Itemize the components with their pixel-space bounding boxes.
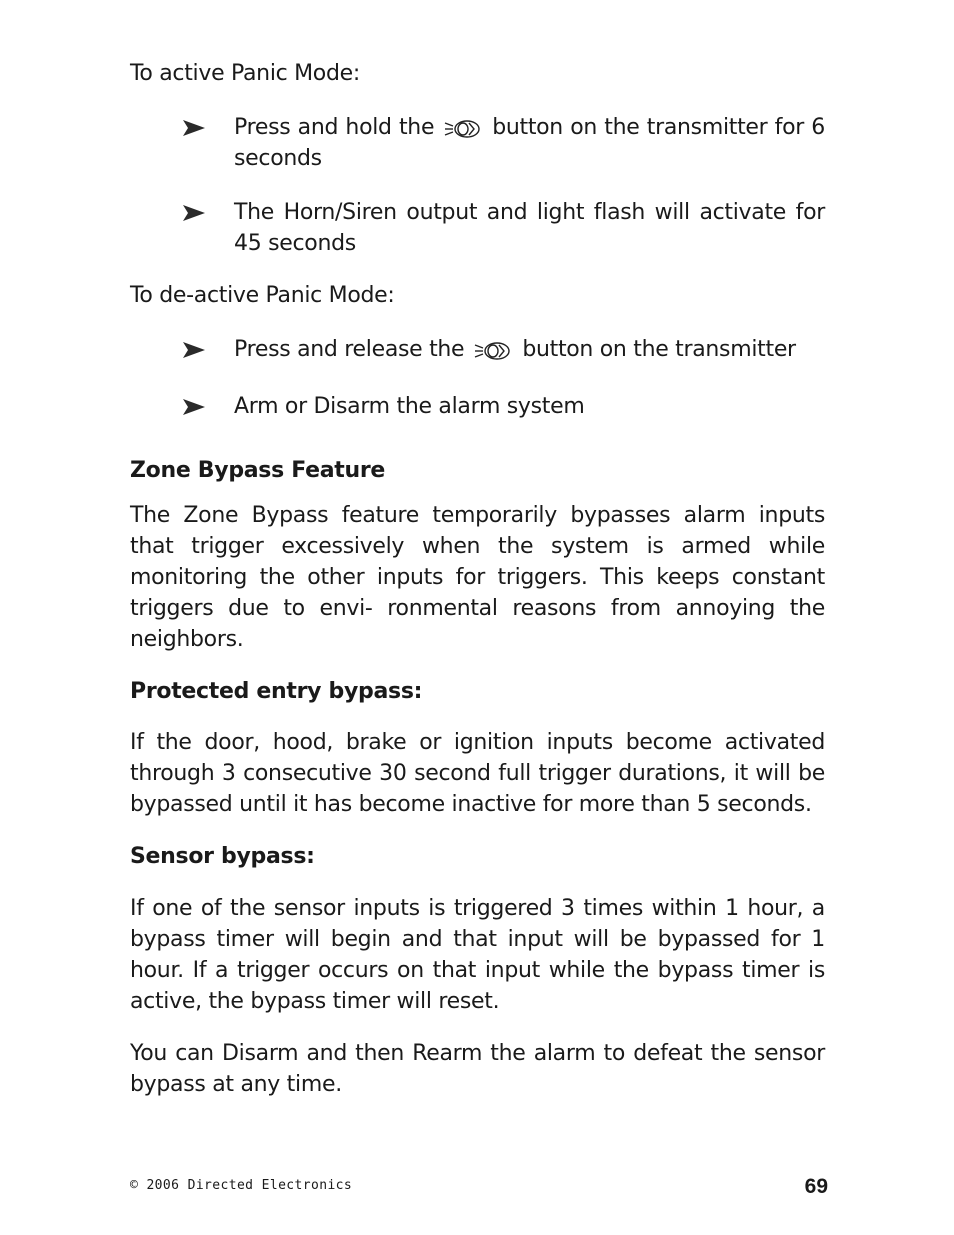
arrow-bullet-icon bbox=[182, 341, 206, 359]
panic-button-icon bbox=[444, 118, 482, 140]
bullet-text: The Horn/Siren output and light flash will activate for 45 seconds bbox=[234, 200, 825, 256]
bullet-text-b: button on the transmitter bbox=[522, 337, 796, 362]
copyright: © 2006 Directed Electronics bbox=[130, 1178, 353, 1193]
arrow-bullet-icon bbox=[182, 398, 206, 416]
panic-off-intro: To de-active Panic Mode: bbox=[130, 283, 395, 308]
bullet-text bbox=[234, 334, 825, 365]
list-item bbox=[130, 391, 825, 422]
manual-page bbox=[130, 56, 825, 1100]
protected-entry-body: If the door, hood, brake or ignition inputs become activated through 3 consecutive 30 second full trigger durations, it will be bypassed until it has become inactive for more than 5 seconds. bbox=[130, 730, 825, 817]
zone-bypass-body: The Zone Bypass feature temporarily bypasses alarm inputs that trigger excessively when the system is armed while monitoring the other inputs for triggers. This keeps constant triggers due to envi- ronmental reasons from annoying the neighbors. bbox=[130, 503, 825, 652]
sensor-bypass-body-1: If one of the sensor inputs is triggered 3 times within 1 hour, a bypass timer will begin and that input will be bypassed for 1 hour. If a trigger occurs on that input while the bypass timer is active, the bypass timer will reset. bbox=[130, 896, 825, 1014]
list-item bbox=[130, 112, 825, 174]
bullet-text: Arm or Disarm the alarm system bbox=[234, 394, 585, 419]
arrow-bullet-icon bbox=[182, 119, 206, 137]
list-item bbox=[130, 197, 825, 259]
panic-button-icon bbox=[474, 340, 512, 362]
list-item bbox=[130, 334, 825, 365]
bullet-text bbox=[234, 112, 825, 174]
bullet-text-b: button on the transmitter for 6 seconds bbox=[234, 115, 825, 171]
bullet-text-a: Press and release the bbox=[234, 337, 465, 362]
protected-entry-heading: Protected entry bypass: bbox=[130, 679, 423, 704]
panic-on-intro: To active Panic Mode: bbox=[130, 61, 360, 86]
sensor-bypass-heading: Sensor bypass: bbox=[130, 844, 315, 869]
sensor-bypass-body-2: You can Disarm and then Rearm the alarm to defeat the sensor bypass at any time. bbox=[130, 1041, 825, 1097]
bullet-text-a: Press and hold the bbox=[234, 115, 435, 140]
arrow-bullet-icon bbox=[182, 204, 206, 222]
zone-bypass-heading: Zone Bypass Feature bbox=[130, 458, 386, 483]
page-number: 69 bbox=[804, 1175, 828, 1198]
